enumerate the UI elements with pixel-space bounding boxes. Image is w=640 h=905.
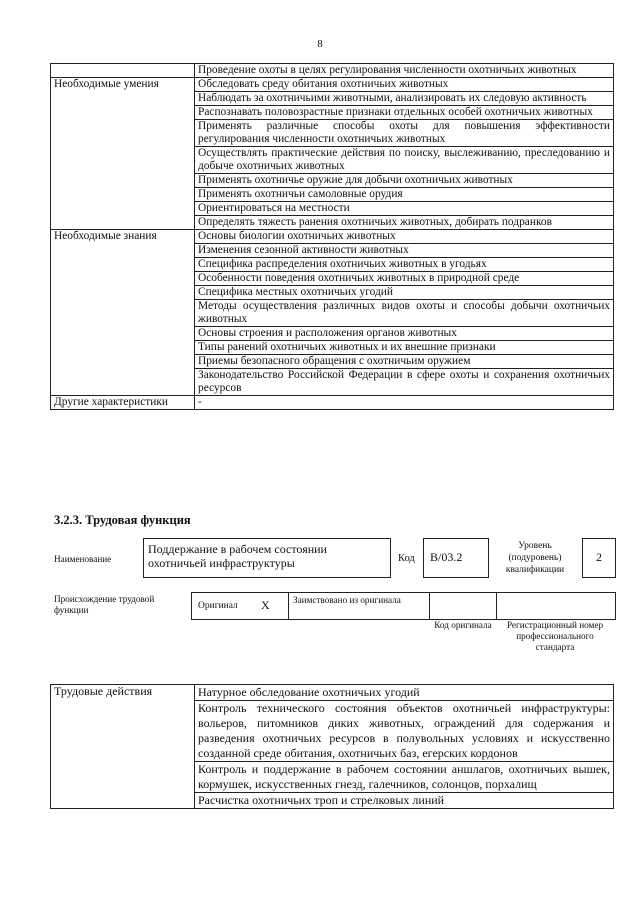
table-row <box>51 230 614 244</box>
row-item: Натурное обследование охотничьих угодий <box>195 685 614 701</box>
original-label: Оригинал <box>198 601 238 611</box>
row-item: Расчистка охотничьих троп и стрелковых линий <box>195 793 614 809</box>
origin-label: Происхождение трудовой функции <box>54 594 155 615</box>
section-title: 3.2.3. Трудовая функция <box>54 513 191 527</box>
row-item: Приемы безопасного обращения с охотничьим оружием <box>195 355 614 369</box>
reg-number-caption: Регистрационный номер профессионального стандарта <box>506 620 604 652</box>
borrowed-box <box>288 592 430 620</box>
row-item: Специфика распределения охотничьих животных в угодьях <box>195 258 614 272</box>
table-row <box>51 396 614 410</box>
original-box <box>191 592 289 620</box>
code-box <box>423 538 489 578</box>
row-label: Необходимые знания <box>51 230 195 396</box>
name-label: Наименование <box>54 554 112 564</box>
row-item: Ориентироваться на местности <box>195 202 614 216</box>
row-item: Контроль технического состояния объектов охотничьей инфраструктуры: вольеров, питомников диких животных, ограждений для содержания и разведения охотничьих ресурсов в полувольных условиях и искусственно созданной среде обитания, охотничьих баз, егерских кордонов <box>195 701 614 762</box>
row-item: Применять охотничьи самоловные орудия <box>195 188 614 202</box>
row-item: Основы биологии охотничьих животных <box>195 230 614 244</box>
level-value: 2 <box>596 550 602 564</box>
row-item: Контроль и поддержание в рабочем состоянии аншлагов, охотничьих вышек, кормушек, искусственных гнезд, галечников, солонцов, порхалищ <box>195 762 614 793</box>
row-item: Обследовать среду обитания охотничьих животных <box>195 78 614 92</box>
row-item: Применять охотничье оружие для добычи охотничьих животных <box>195 174 614 188</box>
level-label: Уровень (подуровень) квалификации <box>505 541 565 575</box>
code-value: B/03.2 <box>430 550 463 564</box>
table-row <box>51 78 614 92</box>
row-item: Специфика местных охотничьих угодий <box>195 286 614 300</box>
row-item: Типы ранений охотничьих животных и их внешние признаки <box>195 341 614 355</box>
row-label: Другие характеристики <box>51 396 195 410</box>
labor-actions-table <box>50 684 614 809</box>
row-item: Методы осуществления различных видов охоты и способы добычи охотничьих животных <box>195 300 614 327</box>
row-item: Распознавать половозрастные признаки отдельных особей охотничьих животных <box>195 106 614 120</box>
level-box <box>582 538 616 578</box>
table-row <box>51 64 614 78</box>
table-row <box>51 685 614 701</box>
name-value: Поддержание в рабочем состоянии охотничьей инфраструктуры <box>148 542 327 570</box>
code-original-box <box>429 592 497 620</box>
row-item: Наблюдать за охотничьими животными, анализировать их следовую активность <box>195 92 614 106</box>
skills-knowledge-table <box>50 63 614 410</box>
row-item: Изменения сезонной активности животных <box>195 244 614 258</box>
original-mark: X <box>261 598 270 612</box>
row-label: Необходимые умения <box>51 78 195 230</box>
reg-number-box <box>496 592 616 620</box>
page-number: 8 <box>317 38 323 50</box>
code-original-caption: Код оригинала <box>434 620 492 630</box>
row-label <box>51 64 195 78</box>
row-label: Трудовые действия <box>51 685 195 809</box>
row-item: Осуществлять практические действия по поиску, выслеживанию, преследованию и добыче охотничьих животных <box>195 147 614 174</box>
name-box <box>143 538 391 578</box>
row-item: Особенности поведения охотничьих животных в природной среде <box>195 272 614 286</box>
row-item: Проведение охоты в целях регулирования численности охотничьих животных <box>195 64 614 78</box>
row-item: Законодательство Российской Федерации в сфере охоты и сохранения охотничьих ресурсов <box>195 369 614 396</box>
borrowed-label: Заимствовано из оригинала <box>293 595 401 605</box>
code-label: Код <box>398 553 415 564</box>
row-item: - <box>195 396 614 410</box>
row-item: Определять тяжесть ранения охотничьих животных, добирать подранков <box>195 216 614 230</box>
row-item: Основы строения и расположения органов животных <box>195 327 614 341</box>
row-item: Применять различные способы охоты для повышения эффективности регулирования численности охотничьих животных <box>195 120 614 147</box>
